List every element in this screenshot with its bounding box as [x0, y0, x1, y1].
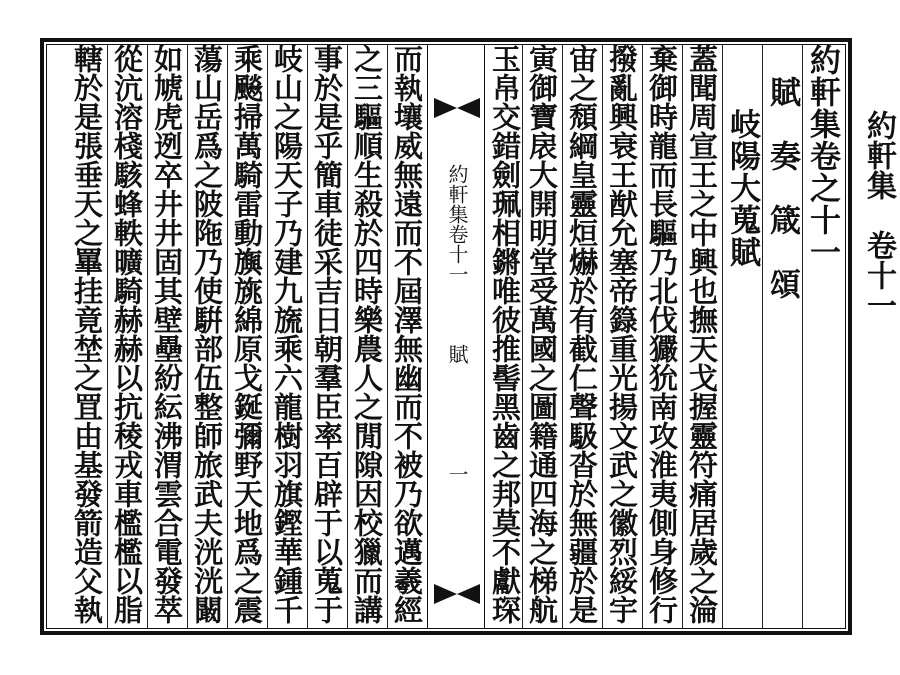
column-rule [347, 44, 348, 629]
column-rule [387, 44, 388, 629]
column-rule [682, 44, 683, 629]
text-column: 蕩山岳爲之陂陁乃使騈部伍整師旅武夫洸洸闞 [190, 44, 224, 624]
text-column: 事於是乎簡車徒采吉日朝羣臣率百辟于以蒐于 [310, 44, 344, 624]
column-rule [227, 44, 228, 629]
text-column: 蓋聞周宣王之中興也撫天戈握靈符痛居歲之淪 [685, 44, 719, 624]
text-column: 寅御寶扆大開明堂受萬國之圖籍通四海之梯航 [525, 44, 559, 624]
column-rule [522, 44, 523, 629]
column-rule [722, 44, 723, 629]
text-column: 如虓虎迾卒井井固其壁壘紛紜沸渭雲合電發萃 [150, 44, 184, 624]
text-column: 岐陽大蒐賦 [724, 44, 760, 268]
text-column: 棄御時龍而長驅乃北伐玁狁南攻淮夷側身修行 [645, 44, 679, 624]
center-section: 賦 [445, 344, 469, 364]
column-rule [562, 44, 563, 629]
text-column: 從沆溶棧駭蜂軼曠騎赫赫以抗稜戎車檻檻以脂 [110, 44, 144, 624]
column-rule [267, 44, 268, 629]
text-column: 玉帛交錯劍珮相鏘唯彼推髻黑齒之邦莫不獻琛 [488, 44, 522, 624]
center-page-number: 一 [445, 464, 469, 484]
column-rule [642, 44, 643, 629]
column-rule [107, 44, 108, 629]
column-rule [762, 44, 763, 629]
center-strip [427, 44, 485, 629]
column-rule [147, 44, 148, 629]
center-book-title: 約軒集卷十一 [445, 164, 469, 284]
fish-tail-mark-bottom [432, 582, 482, 606]
text-column: 宙之頹綱皇靈烜爀於有截仁聲馺沓於無疆於是 [565, 44, 599, 624]
text-column: 乘飈掃萬騎雷動旟旐綿原戈鋋彌野天地爲之震 [230, 44, 264, 624]
column-rule [187, 44, 188, 629]
column-rule [602, 44, 603, 629]
column-rule [802, 44, 803, 629]
column-rule [307, 44, 308, 629]
text-column: 岐山之陽天子乃建九旒乘六龍樹羽旗鏗華鍾千 [270, 44, 304, 624]
text-column: 約軒集卷之十一 [804, 44, 840, 268]
text-column: 撥亂興衰王猷允塞帝籙重光揚文武之徽烈綏宇 [605, 44, 639, 624]
margin-title: 約軒集 卷十一 [861, 110, 896, 320]
text-column: 而執壤威無遠而不屆澤無幽而不被乃欲邁羲經 [390, 44, 424, 624]
fish-tail-mark-top [432, 96, 482, 120]
text-column: 轄於是張垂天之罼挂竟埜之罝由基發箭造父執 [70, 44, 104, 624]
text-column: 之三驅順生殺於四時樂農人之閒隙因校獵而講 [350, 44, 384, 624]
text-column: 賦 奏 箴 頌 [764, 44, 800, 300]
